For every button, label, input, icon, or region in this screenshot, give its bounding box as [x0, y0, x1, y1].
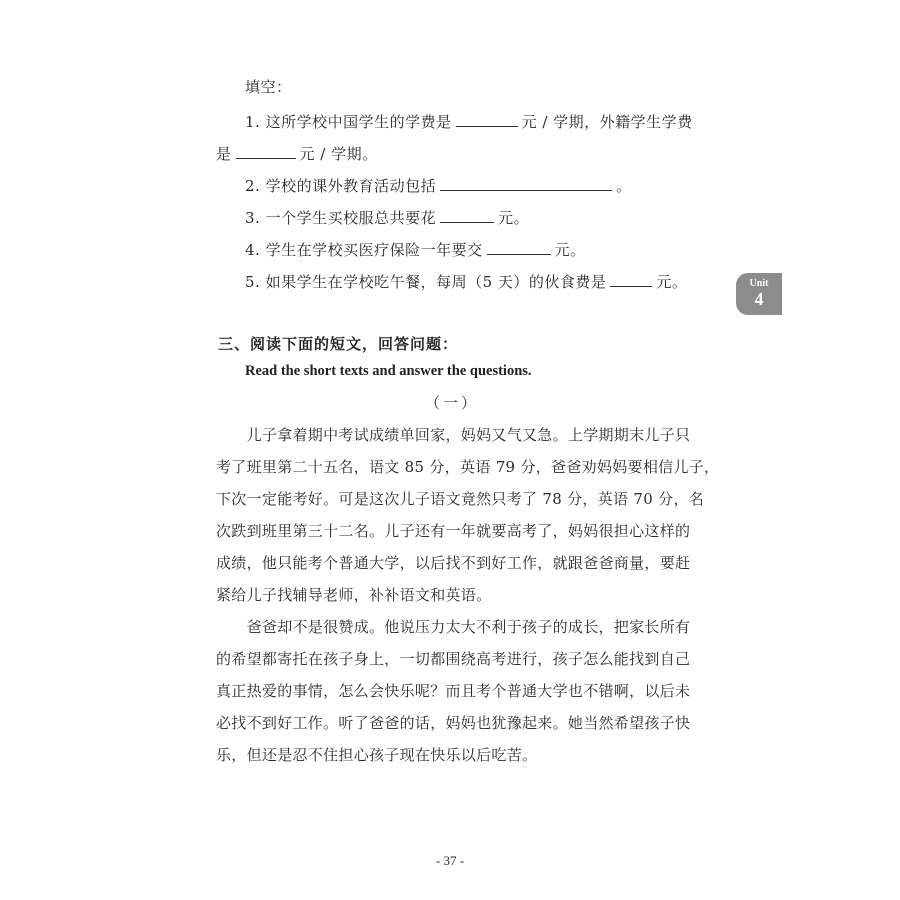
paragraph-line: 儿子拿着期中考试成绩单回家，妈妈又气又急。上学期期末儿子只	[216, 426, 691, 444]
paragraph-line: 爸爸却不是很赞成。他说压力太大不利于孩子的成长，把家长所有	[216, 618, 691, 636]
answer-blank[interactable]	[440, 208, 494, 223]
paragraph-line: 考了班里第二十五名，语文 85 分，英语 79 分，爸爸劝妈妈要相信儿子，	[216, 458, 720, 476]
unit-tab-number: 4	[754, 289, 764, 309]
paragraph-line: 必找不到好工作。听了爸爸的话，妈妈也犹豫起来。她当然希望孩子快	[216, 714, 691, 732]
paragraph-line: 乐，但还是忍不住担心孩子现在快乐以后吃苦。	[216, 746, 538, 764]
answer-blank[interactable]	[456, 112, 518, 127]
question-text: 元 / 学期。	[299, 145, 378, 163]
paragraph-line: 下次一定能考好。可是这次儿子语文竟然只考了 78 分，英语 70 分，名	[216, 490, 705, 508]
question-text: 元。	[554, 241, 586, 259]
question-text: 元。	[498, 209, 530, 227]
paragraph-line: 紧给儿子找辅导老师，补补语文和英语。	[216, 586, 492, 604]
question-text: 5. 如果学生在学校吃午餐，每周（5 天）的伙食费是	[245, 273, 607, 291]
unit-tab	[736, 273, 782, 315]
page-number: - 37 -	[435, 853, 465, 868]
answer-blank[interactable]	[610, 272, 652, 287]
section-subheading: Read the short texts and answer the questions.	[245, 363, 532, 379]
paragraph-line: 真正热爱的事情，怎么会快乐呢？而且考个普通大学也不错啊，以后未	[216, 682, 691, 700]
question-text: 2. 学校的课外教育活动包括	[245, 177, 437, 195]
question-text: 元。	[656, 273, 688, 291]
part-title: （一）	[425, 394, 480, 412]
unit-tab-label: Unit	[749, 278, 769, 289]
fill-blank-heading: 填空：	[245, 78, 292, 96]
paragraph-line: 的希望都寄托在孩子身上，一切都围绕高考进行，孩子怎么能找到自己	[216, 650, 691, 668]
answer-blank[interactable]	[487, 240, 551, 255]
paragraph-line: 成绩，他只能考个普通大学，以后找不到好工作，就跟爸爸商量，要赶	[216, 554, 691, 572]
answer-blank[interactable]	[440, 176, 612, 191]
section-heading: 三、阅读下面的短文，回答问题：	[218, 335, 459, 353]
question-1	[245, 112, 693, 132]
paragraph-line: 次跌到班里第三十二名。儿子还有一年就要高考了，妈妈很担心这样的	[216, 522, 691, 540]
question-text: 4. 学生在学校买医疗保险一年要交	[245, 241, 483, 259]
question-3	[245, 208, 529, 228]
question-text: 是	[216, 145, 232, 163]
question-1-continued	[216, 144, 378, 164]
question-2	[245, 176, 632, 196]
question-5	[245, 272, 687, 292]
question-text: 1. 这所学校中国学生的学费是	[245, 113, 452, 131]
question-text: 元 / 学期，外籍学生学费	[521, 113, 693, 131]
question-4	[245, 240, 586, 260]
answer-blank[interactable]	[236, 144, 296, 159]
question-text: 。	[616, 177, 632, 195]
question-text: 3. 一个学生买校服总共要花	[245, 209, 437, 227]
